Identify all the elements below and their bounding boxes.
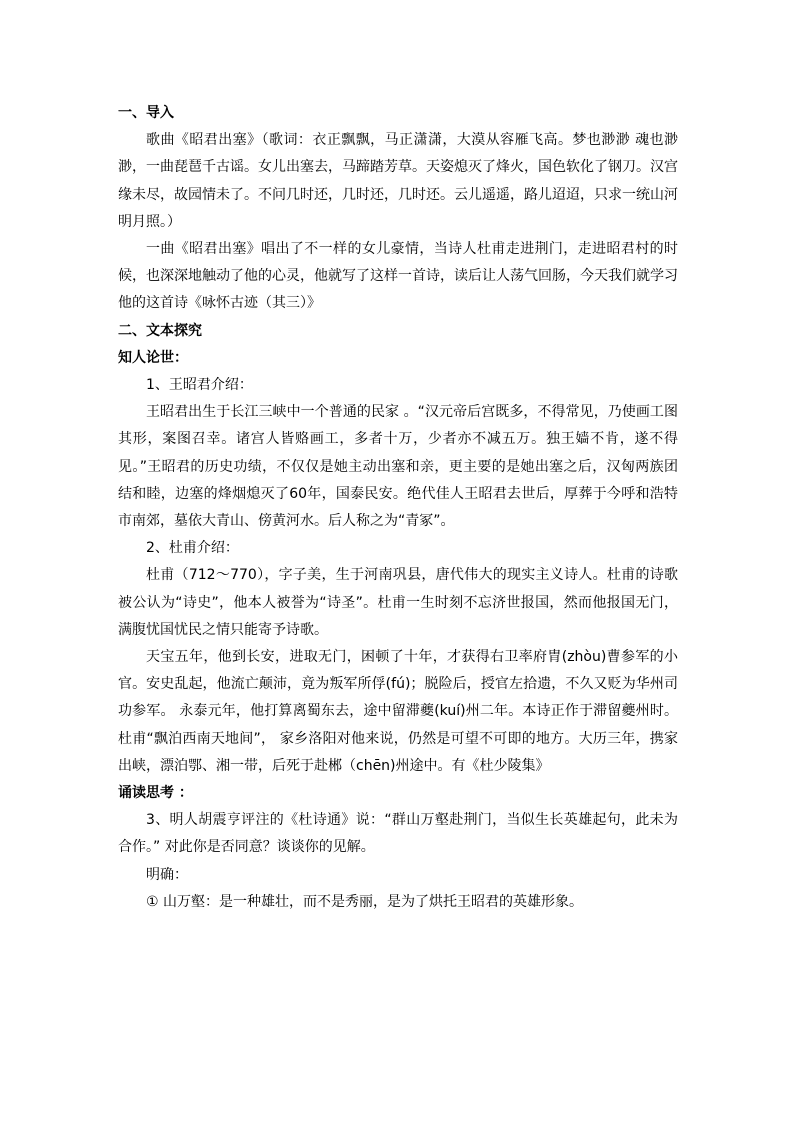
paragraph-song-lyrics: 歌曲《昭君出塞》（歌词：衣正飘飘，马正潇潇，大漠从容雁飞高。梦也渺渺 魂也渺渺，一曲琵琶千古谣。女儿出塞去，马蹄踏芳草。天姿熄灭了烽火，国色软化了钢刀。汉宫缘未尽，故园情未了。不问几时还，几时还，几时还。云儿遥遥，路儿迢迢，只求一统山河明月照。） (118, 132, 678, 230)
paragraph-du-fu-life: 天宝五年，他到长安，进取无门，困顿了十年，才获得右卫率府胄(zhòu)曹参军的小官。安史乱起，他流亡颠沛，竟为叛军所俘(fú)；脱险后，授官左拾遗，不久又贬为华州司功参军。 永泰元年，他打算离蜀东去，途中留滞夔(kuí)州二年。本诗正作于滞留夔州时。杜甫“飘泊西南天地间”， 家乡洛阳对他来说，仍然是可望不可即的地方。大历三年，携家出峡，漂泊鄂、湘一带，后死于赴郴（chēn)州途中。有《杜少陵集》 (118, 649, 678, 774)
paragraph-du-fu-bio: 杜甫（712～770），字子美，生于河南巩县，唐代伟大的现实主义诗人。杜甫的诗歌被公认为“诗史”，他本人被誉为“诗圣”。杜甫一生时刻不忘济世报国，然而他报国无门，满腹忧国忧民之情只能寄予诗歌。 (118, 567, 678, 638)
answer-label: 明确： (146, 866, 188, 883)
question-paragraph-3: 3、明人胡震亨评注的《杜诗通》说：“群山万壑赴荆门，当似生长英雄起句，此未为合作。” 对此你是否同意？谈谈你的见解。 (118, 812, 678, 856)
item-label-du-fu: 2、杜甫介绍： (146, 540, 239, 557)
paragraph-wang-zhaojun: 王昭君出生于长江三峡中一个普通的民家 。“汉元帝后宫既多，不得常见，乃使画工图其形，案图召幸。诸宫人皆赂画工，多者十万，少者亦不减五万。独王嫱不肯，遂不得见。”王昭君的历史功绩，不仅仅是她主动出塞和亲，更主要的是她出塞之后，汉匈两族团结和睦，边塞的烽烟熄灭了60年，国泰民安。绝代佳人王昭君去世后，厚葬于今呼和浩特市南郊，墓依大青山、傍黄河水。后人称之为“青冢”。 (118, 404, 678, 530)
answer-point-1: ① 山万壑：是一种雄壮，而不是秀丽，是为了烘托王昭君的英雄形象。 (146, 893, 583, 910)
paragraph-intro-poem: 一曲《昭君出塞》唱出了不一样的女儿豪情，当诗人杜甫走进荆门，走进昭君村的时候，也深深地触动了他的心灵，他就写了这样一首诗，读后让人荡气回肠，今天我们就学习他的这首诗《咏怀古迹（其三）》 (118, 241, 678, 312)
item-label-wang-zhaojun: 1、王昭君介绍： (146, 377, 253, 394)
subheading-know-author: 知人论世： (118, 349, 188, 366)
section-heading-text-study: 二、文本探究 (118, 322, 202, 339)
document-body (118, 100, 678, 916)
subheading-reading-thinking: 诵读思考 ： (118, 785, 193, 802)
section-heading-intro: 一、导入 (118, 105, 174, 121)
